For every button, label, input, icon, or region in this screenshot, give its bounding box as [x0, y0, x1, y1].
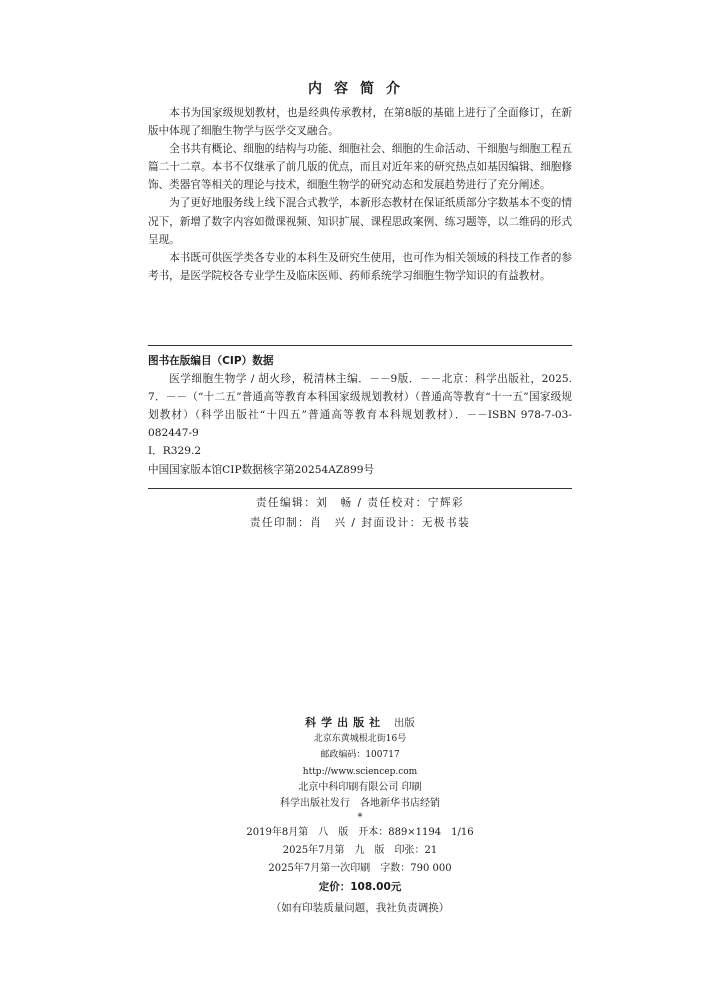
distribution: 科学出版社发行 各地新华书店经销 [280, 798, 440, 810]
edition-line: 2019年8月第 八 版 开本：889×1194 1/16 [246, 827, 474, 839]
publisher-postcode: 邮政编码：100717 [320, 750, 400, 761]
intro-section [148, 104, 572, 285]
price: 定价：108.00元 [318, 881, 402, 894]
cip-top-rule [148, 345, 572, 346]
cip-book-entry: 医学细胞生物学 / 胡火珍，税清林主编．－－9版．－－北京：科学出版社，2025. 7．－－（“十二五”普通高等教育本科国家级规划教材）（普通高等教育“十一五”国家级规划教材）（科学出版社“十四五”普通高等教育本科规划教材）．－－ISBN 978-7-03-082447-9 [148, 373, 572, 440]
cip-block [148, 352, 572, 479]
publisher-info [148, 715, 572, 919]
publisher-name-styled: 科学出版社 [305, 716, 386, 729]
cip-bottom-rule [148, 488, 572, 489]
cip-classification: Ⅰ．R329.2 [148, 445, 202, 458]
publisher-website: http://www.sciencep.com [302, 766, 418, 777]
edition-line: 2025年7月第 九 版 印张：21 [282, 845, 438, 857]
printer: 北京中科印刷有限公司 印刷 [298, 781, 422, 793]
publisher-name [148, 715, 572, 731]
quality-note: （如有印装质量问题，我社负责调换） [270, 902, 450, 915]
page-title: 内容简介 [308, 81, 412, 97]
intro-paragraph: 全书共有概论、细胞的结构与功能、细胞社会、细胞的生命活动、干细胞与细胞工程五篇二十二章。本书不仅继承了前几版的优点，而且对近年来的研究热点如基因编辑、细胞修饰、类器官等相关的理论与技术，细胞生物学的研究动态和发展趋势进行了充分阐述。 [148, 143, 572, 192]
cip-record-number: 中国国家版本馆CIP数据核字第20254AZ899号 [148, 463, 375, 476]
publisher-name-suffix: 出版 [393, 717, 415, 729]
edition-line: 2025年7月第一次印刷 字数：790 000 [268, 863, 452, 875]
editor-line: 责任编辑：刘 畅 / 责任校对：宁辉彩 [255, 497, 465, 509]
intro-paragraph: 为了更好地服务线上线下混合式教学，本新形态教材在保证纸质部分字数基本不变的情况下，新增了数字内容如微课视频、知识扩展、课程思政案例、练习题等，以二维码的形式呈现。 [148, 197, 572, 246]
intro-paragraph: 本书既可供医学类各专业的本科生及研究生使用，也可作为相关领域的科技工作者的参考书，是医学院校各专业学生及临床医师、药师系统学习细胞生物学知识的有益教材。 [148, 251, 572, 282]
intro-paragraph: 本书为国家级规划教材，也是经典传承教材，在第8版的基础上进行了全面修订，在新版中体现了细胞生物学与医学交叉融合。 [148, 107, 572, 138]
publisher-address: 北京东黄城根北街16号 [313, 734, 407, 745]
printing-line: 责任印制：肖 兴 / 封面设计：无极书装 [249, 517, 471, 529]
cip-heading: 图书在版编目（CIP）数据 [148, 355, 274, 367]
separator-star: * [357, 812, 363, 824]
responsibility-credits [148, 493, 572, 533]
